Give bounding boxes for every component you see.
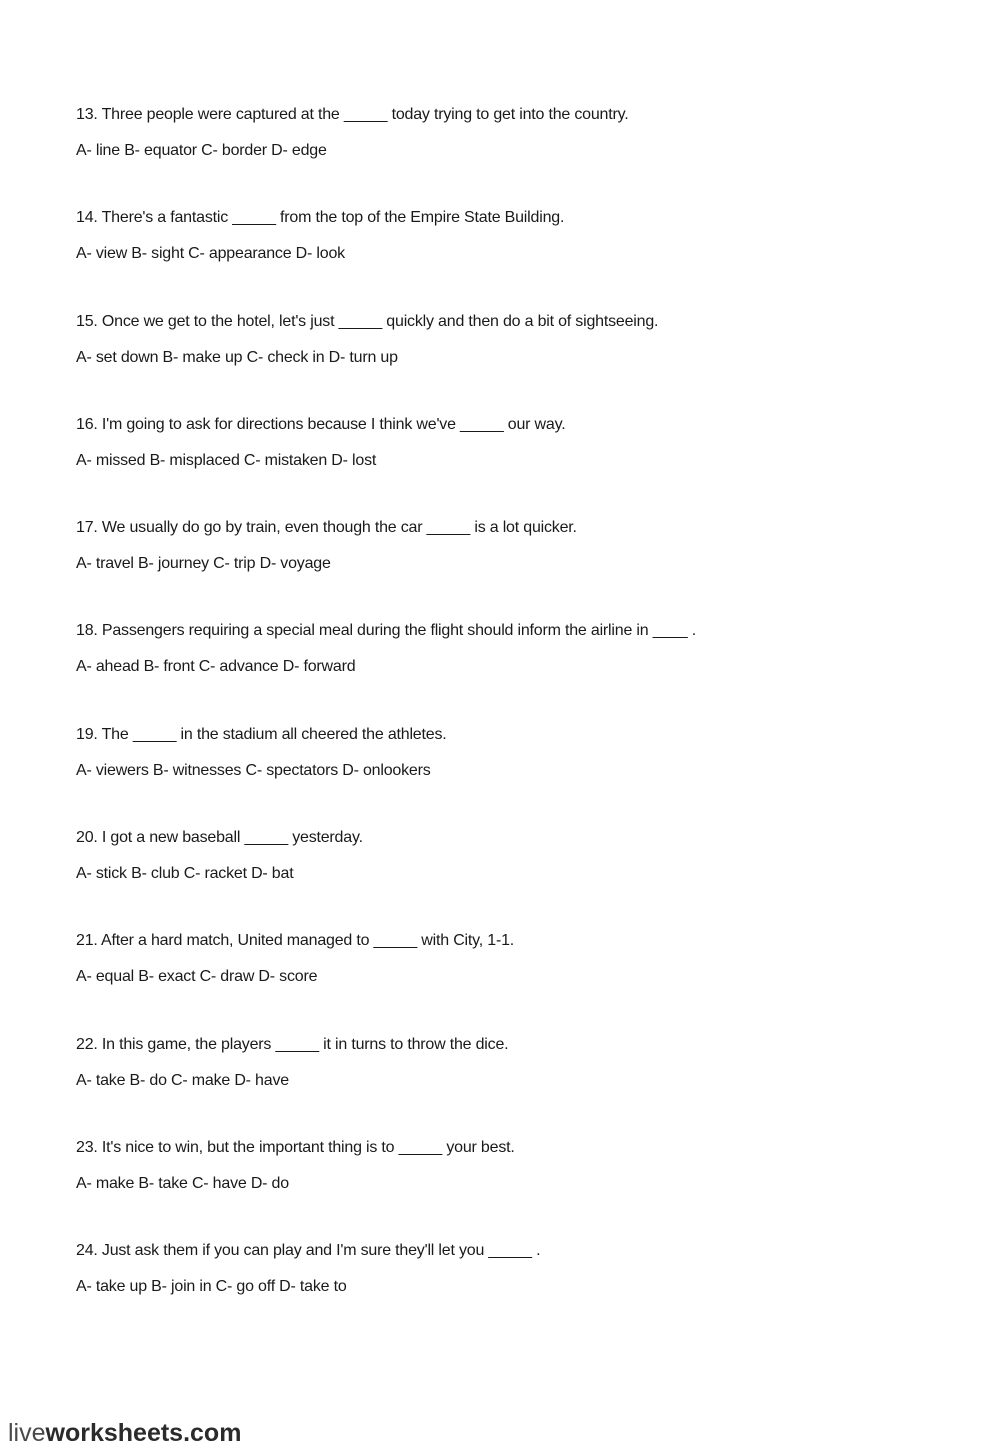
question-20 xyxy=(76,827,936,930)
question-17 xyxy=(76,517,936,620)
question-text: 21. After a hard match, United managed to _____ with City, 1-1. xyxy=(76,932,515,950)
logo-text-light: live xyxy=(8,1419,46,1447)
question-15 xyxy=(76,311,936,414)
question-text: 23. It's nice to win, but the important thing is to _____ your best. xyxy=(76,1138,515,1156)
question-text: 14. There's a fantastic _____ from the top of the Empire State Building. xyxy=(76,209,565,227)
question-18 xyxy=(76,620,936,723)
logo-text-bold: worksheets.com xyxy=(45,1419,242,1447)
question-text: 16. I'm going to ask for directions because I think we've _____ our way. xyxy=(76,415,566,433)
question-24 xyxy=(76,1240,936,1343)
question-text: 20. I got a new baseball _____ yesterday. xyxy=(76,829,363,847)
answer-options: A- line B- equator C- border D- edge xyxy=(76,142,327,159)
question-19 xyxy=(76,724,936,827)
question-text: 18. Passengers requiring a special meal during the flight should inform the airline in ____ . xyxy=(76,622,696,640)
answer-options: A- travel B- journey C- trip D- voyage xyxy=(76,555,331,573)
answer-options: A- set down B- make up C- check in D- turn up xyxy=(76,348,398,366)
answer-options: A- take up B- join in C- go off D- take to xyxy=(76,1278,347,1296)
question-text: 15. Once we get to the hotel, let's just _____ quickly and then do a bit of sightseeing. xyxy=(76,312,659,330)
answer-options: A- make B- take C- have D- do xyxy=(76,1174,289,1192)
answer-options: A- ahead B- front C- advance D- forward xyxy=(76,658,356,676)
question-16 xyxy=(76,414,936,517)
answer-options: A- viewers B- witnesses C- spectators D- onlookers xyxy=(76,761,431,779)
answer-options: A- missed B- misplaced C- mistaken D- lost xyxy=(76,451,377,469)
question-22 xyxy=(76,1034,936,1137)
question-text: 17. We usually do go by train, even though the car _____ is a lot quicker. xyxy=(76,519,577,537)
liveworksheets-logo xyxy=(8,1418,241,1448)
answer-options: A- take B- do C- make D- have xyxy=(76,1071,289,1089)
question-text: 19. The _____ in the stadium all cheered the athletes. xyxy=(76,725,447,743)
question-text: 22. In this game, the players _____ it in turns to throw the dice. xyxy=(76,1035,509,1053)
answer-options: A- equal B- exact C- draw D- score xyxy=(76,968,318,986)
answer-options: A- view B- sight C- appearance D- look xyxy=(76,245,345,263)
question-text: 24. Just ask them if you can play and I'm sure they'll let you _____ . xyxy=(76,1242,541,1260)
worksheet xyxy=(76,104,936,1344)
question-21 xyxy=(76,930,936,1033)
question-23 xyxy=(76,1137,936,1240)
answer-options: A- stick B- club C- racket D- bat xyxy=(76,865,294,883)
question-14 xyxy=(76,207,936,310)
question-text: 13. Three people were captured at the _____ today trying to get into the country. xyxy=(76,106,629,123)
question-13 xyxy=(76,104,936,207)
